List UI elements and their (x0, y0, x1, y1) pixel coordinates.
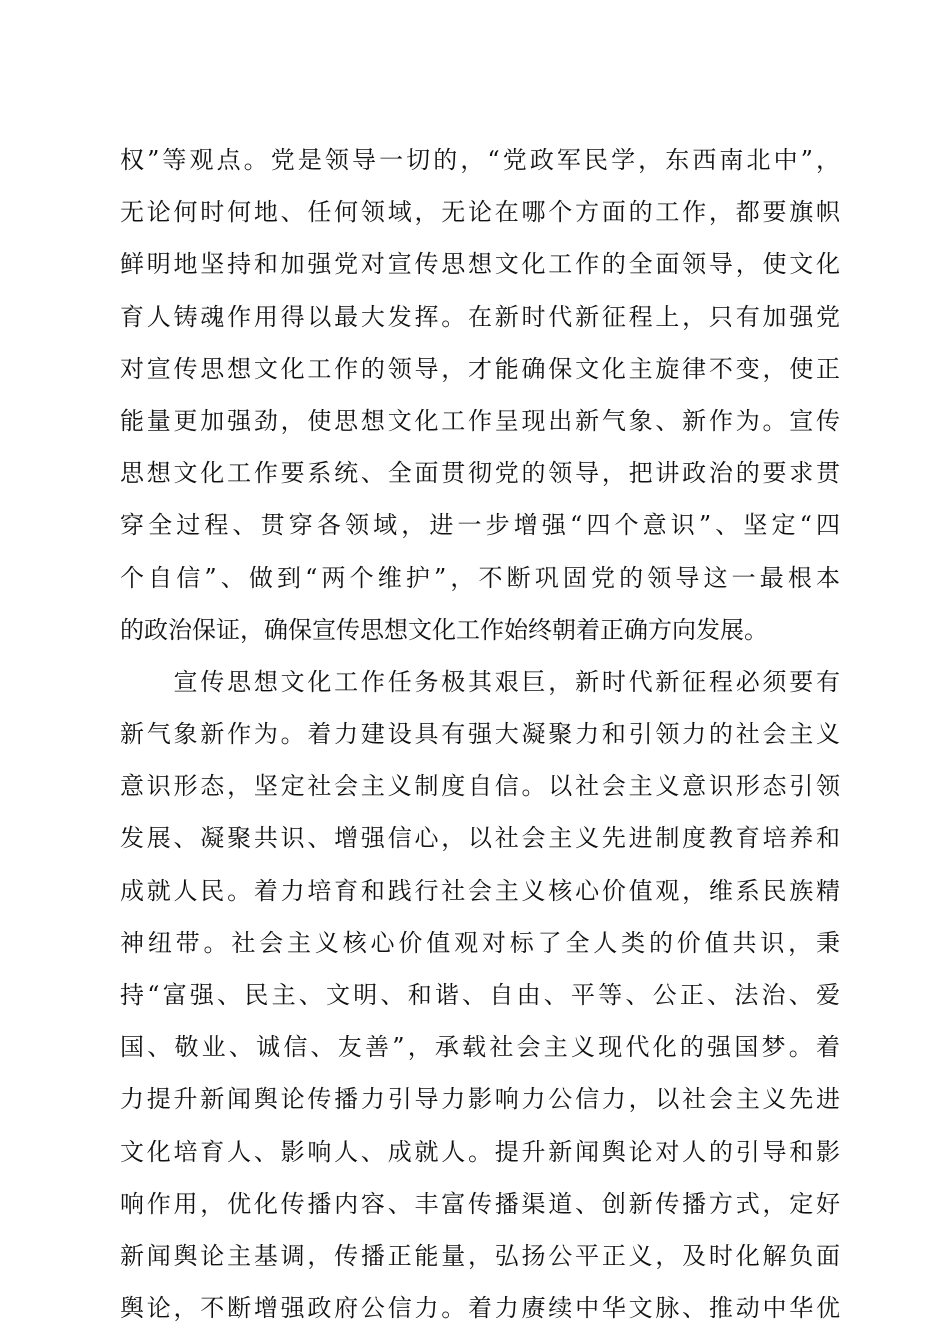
paragraph-1 (120, 134, 840, 656)
text-line: 新气象新作为。着力建设具有强大凝聚力和引领力的社会主义 (120, 720, 840, 749)
text-line: 成就人民。着力培育和践行社会主义核心价值观，维系民族精 (120, 876, 840, 905)
paragraph-2 (120, 656, 840, 1334)
text-line: 权”等观点。党是领导一切的，“党政军民学，东西南北中”， (120, 146, 840, 174)
text-line: 持“富强、民主、文明、和谐、自由、平等、公正、法治、爱 (120, 981, 840, 1009)
text-line: 的政治保证，确保宣传思想文化工作始终朝着正确方向发展。 (120, 615, 768, 644)
text-line: 国、敬业、诚信、友善”，承载社会主义现代化的强国梦。着 (120, 1033, 840, 1062)
text-line: 力提升新闻舆论传播力引导力影响力公信力，以社会主义先进 (120, 1085, 840, 1114)
text-line: 能量更加强劲，使思想文化工作呈现出新气象、新作为。宣传 (120, 406, 840, 435)
body-text (120, 134, 840, 1334)
text-line: 鲜明地坚持和加强党对宣传思想文化工作的全面领导，使文化 (120, 250, 840, 279)
text-line: 思想文化工作要系统、全面贯彻党的领导，把讲政治的要求贯 (120, 459, 840, 488)
text-line: 神纽带。社会主义核心价值观对标了全人类的价值共识，秉 (120, 928, 840, 957)
text-line: 新闻舆论主基调，传播正能量，弘扬公平正义，及时化解负面 (120, 1241, 840, 1270)
text-line: 宣传思想文化工作任务极其艰巨，新时代新征程必须要有 (120, 667, 840, 696)
text-line: 文化培育人、影响人、成就人。提升新闻舆论对人的引导和影 (120, 1137, 840, 1166)
text-line: 穿全过程、贯穿各领域，进一步增强“四个意识”、坚定“四 (120, 511, 840, 540)
text-line: 意识形态，坚定社会主义制度自信。以社会主义意识形态引领 (120, 772, 840, 801)
text-line: 发展、凝聚共识、增强信心，以社会主义先进制度教育培养和 (120, 824, 840, 853)
text-line: 舆论，不断增强政府公信力。着力赓续中华文脉、推动中华优 (120, 1294, 840, 1323)
text-line: 无论何时何地、任何领域，无论在哪个方面的工作，都要旗帜 (120, 198, 840, 227)
text-line: 响作用，优化传播内容、丰富传播渠道、创新传播方式，定好 (120, 1189, 840, 1218)
text-line: 个自信”、做到“两个维护”，不断巩固党的领导这一最根本 (120, 563, 840, 592)
text-line: 对宣传思想文化工作的领导，才能确保文化主旋律不变，使正 (120, 354, 840, 383)
text-line: 育人铸魂作用得以最大发挥。在新时代新征程上，只有加强党 (120, 302, 840, 331)
